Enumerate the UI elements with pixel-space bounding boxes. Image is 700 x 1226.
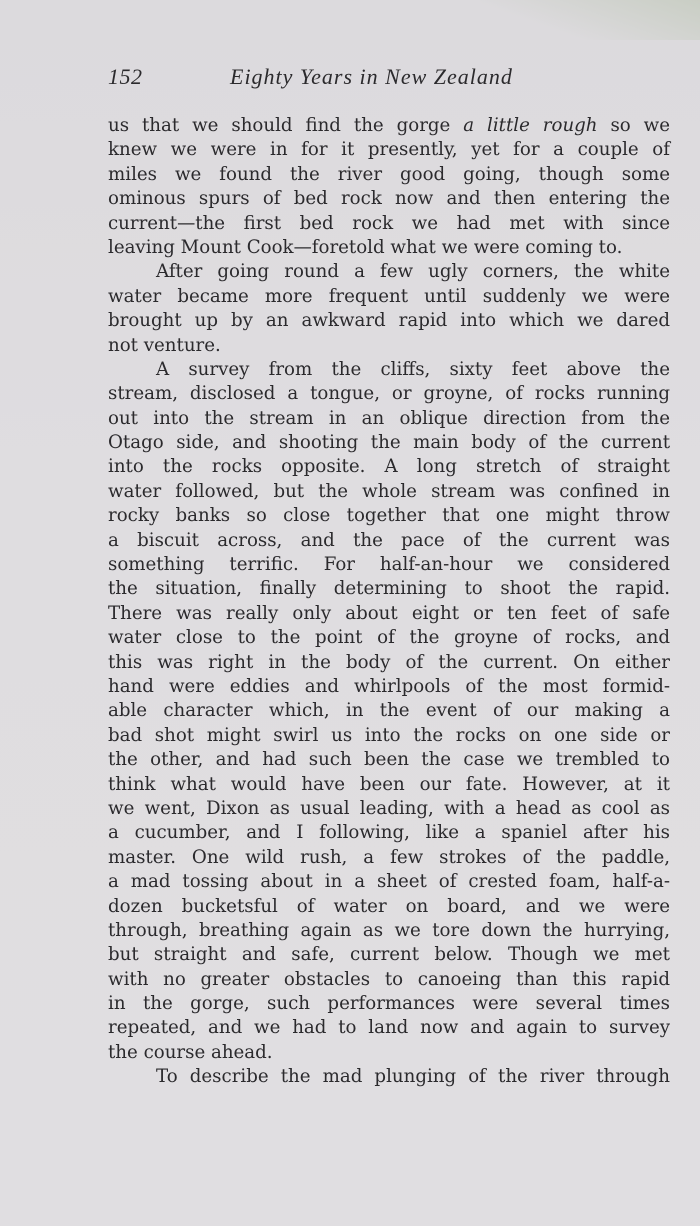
text-line: a mad tossing about in a sheet of crested foam, half-a- bbox=[108, 871, 670, 893]
paragraph-start: After going round a few ugly corners, the white bbox=[156, 261, 670, 283]
text-line: miles we found the river good going, though some bbox=[108, 163, 670, 185]
text-line: hand were eddies and whirlpools of the most formid- bbox=[108, 675, 670, 697]
text-line: water close to the point of the groyne of rocks, and bbox=[108, 627, 670, 649]
text-line: out into the stream in an oblique direction from the bbox=[108, 407, 670, 429]
body-text bbox=[108, 114, 670, 1090]
text-line: through, breathing again as we tore down the hurrying, bbox=[108, 919, 670, 941]
text-line: us that we should find the gorge a little rough so we bbox=[108, 115, 671, 136]
text-line: but straight and safe, current below. Though we met bbox=[108, 944, 670, 966]
text-line: water followed, but the whole stream was confined in bbox=[108, 480, 670, 502]
text-line: we went, Dixon as usual leading, with a head as cool as bbox=[108, 797, 670, 819]
text-line: leaving Mount Cook—foretold what we were coming to. bbox=[108, 236, 623, 258]
text-line: water became more frequent until suddenly we were bbox=[108, 285, 670, 307]
text-line: think what would have been our fate. However, at it bbox=[108, 773, 670, 795]
running-title: Eighty Years in New Zealand bbox=[230, 64, 513, 89]
running-head bbox=[108, 64, 668, 94]
italic-phrase: a little rough bbox=[463, 115, 598, 136]
text-line: the course ahead. bbox=[108, 1041, 273, 1063]
text-line: rocky banks so close together that one might throw bbox=[108, 505, 670, 527]
text-line: into the rocks opposite. A long stretch of straight bbox=[108, 456, 670, 478]
text-line: with no greater obstacles to canoeing than this rapid bbox=[108, 968, 670, 990]
text-line: There was really only about eight or ten feet of safe bbox=[108, 602, 670, 624]
text-line: this was right in the body of the current. On either bbox=[108, 651, 670, 673]
text-line: able character which, in the event of our making a bbox=[108, 700, 670, 722]
paragraph-start: To describe the mad plunging of the river through bbox=[156, 1066, 670, 1088]
text-line: a cucumber, and I following, like a spaniel after his bbox=[108, 822, 670, 844]
text-line: brought up by an awkward rapid into which we dared bbox=[108, 310, 670, 332]
text-line: in the gorge, such performances were several times bbox=[108, 993, 670, 1015]
text-line: master. One wild rush, a few strokes of the paddle, bbox=[108, 846, 670, 868]
text-line: current—the first bed rock we had met with since bbox=[108, 212, 670, 234]
text-line: a biscuit across, and the pace of the current was bbox=[108, 529, 670, 551]
text-line: the other, and had such been the case we trembled to bbox=[108, 749, 670, 771]
text-line: knew we were in for it presently, yet for a couple of bbox=[108, 139, 670, 161]
text-line: dozen bucketsful of water on board, and we were bbox=[108, 895, 670, 917]
text-line: bad shot might swirl us into the rocks on one side or bbox=[108, 724, 670, 746]
text-line: ominous spurs of bed rock now and then entering the bbox=[108, 188, 670, 210]
text-line: repeated, and we had to land now and again to survey bbox=[108, 1017, 670, 1039]
paragraph-start: A survey from the cliffs, sixty feet above the bbox=[156, 358, 670, 380]
text-line: something terrific. For half-an-hour we considered bbox=[108, 554, 670, 576]
text-line: not venture. bbox=[108, 334, 221, 356]
text-line: stream, disclosed a tongue, or groyne, of rocks running bbox=[108, 383, 670, 405]
text-line: the situation, finally determining to shoot the rapid. bbox=[108, 578, 670, 600]
page-corner-discoloration bbox=[480, 0, 700, 40]
page-number: 152 bbox=[108, 64, 143, 89]
text-line: Otago side, and shooting the main body of the current bbox=[108, 432, 670, 454]
